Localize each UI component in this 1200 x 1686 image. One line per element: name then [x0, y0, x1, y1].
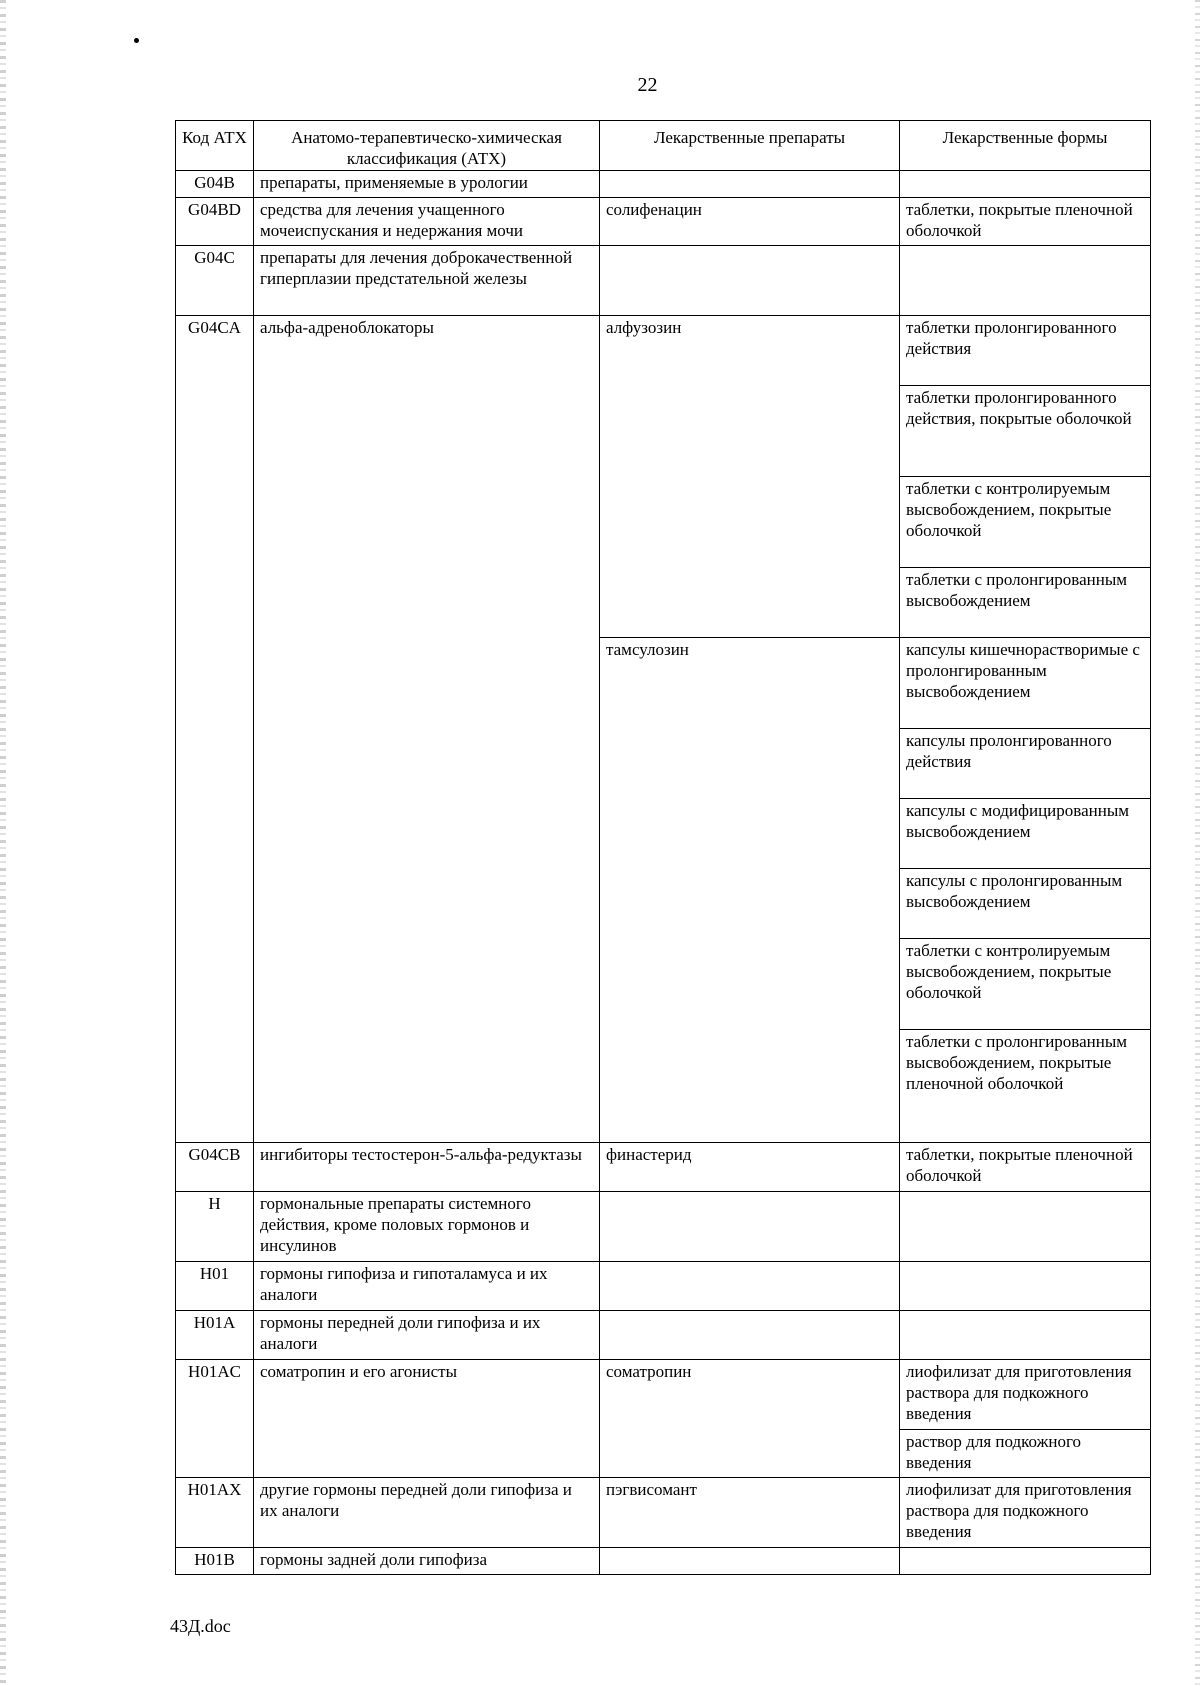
table-header-row — [176, 121, 1151, 171]
form-cell — [900, 1192, 1151, 1262]
atx-name: другие гормоны передней доли гипофиза и их аналоги — [254, 1478, 600, 1548]
drug-cell: соматропин — [600, 1360, 900, 1478]
atx-code: H01AC — [176, 1360, 254, 1478]
table-row — [176, 1360, 1151, 1430]
form-cell: таблетки с пролонгированным высвобождением, покрытые пленочной оболочкой — [900, 1030, 1151, 1143]
drug-cell: финастерид — [600, 1143, 900, 1192]
atx-code: G04CB — [176, 1143, 254, 1192]
table-row — [176, 1262, 1151, 1311]
table-row — [176, 246, 1151, 316]
table-row — [176, 1143, 1151, 1192]
atx-code: G04BD — [176, 198, 254, 246]
scan-edge-left — [0, 0, 6, 1686]
atx-code: G04CA — [176, 316, 254, 1143]
drug-cell: тамсулозин — [600, 638, 900, 1143]
table-row — [176, 198, 1151, 246]
drug-cell — [600, 1311, 900, 1360]
atx-code: H01B — [176, 1548, 254, 1575]
atx-name: гормоны гипофиза и гипоталамуса и их аналоги — [254, 1262, 600, 1311]
form-cell: таблетки с контролируемым высвобождением, покрытые оболочкой — [900, 939, 1151, 1030]
atx-name: препараты для лечения доброкачественной гиперплазии предстательной железы — [254, 246, 600, 316]
atx-name: ингибиторы тестостерон-5-альфа-редуктазы — [254, 1143, 600, 1192]
drug-cell: солифенацин — [600, 198, 900, 246]
header-forms: Лекарственные формы — [900, 121, 1151, 171]
drug-cell — [600, 1548, 900, 1575]
atx-code: H01A — [176, 1311, 254, 1360]
form-cell — [900, 1311, 1151, 1360]
form-cell: таблетки пролонгированного действия, покрытые оболочкой — [900, 386, 1151, 477]
form-cell: таблетки, покрытые пленочной оболочкой — [900, 1143, 1151, 1192]
form-cell: таблетки, покрытые пленочной оболочкой — [900, 198, 1151, 246]
form-cell — [900, 1262, 1151, 1311]
form-cell: капсулы кишечнорастворимые с пролонгированным высвобождением — [900, 638, 1151, 729]
form-cell: лиофилизат для приготовления раствора для подкожного введения — [900, 1478, 1151, 1548]
table-row — [176, 316, 1151, 386]
atx-name: альфа-адреноблокаторы — [254, 316, 600, 1143]
atx-code: G04B — [176, 171, 254, 198]
form-cell: таблетки с контролируемым высвобождением, покрытые оболочкой — [900, 477, 1151, 568]
page-number: 22 — [637, 74, 658, 96]
atx-code: H01AX — [176, 1478, 254, 1548]
table-row — [176, 1548, 1151, 1575]
form-cell: капсулы с пролонгированным высвобождением — [900, 869, 1151, 939]
drug-cell — [600, 1262, 900, 1311]
table-row — [176, 1311, 1151, 1360]
header-classification: Анатомо-терапевтическо-химическая классификация (АТХ) — [254, 121, 600, 171]
atx-name: гормональные препараты системного действия, кроме половых гормонов и инсулинов — [254, 1192, 600, 1262]
drug-cell — [600, 1192, 900, 1262]
form-cell: раствор для подкожного введения — [900, 1430, 1151, 1478]
header-drugs: Лекарственные препараты — [600, 121, 900, 171]
drug-cell: алфузозин — [600, 316, 900, 638]
atx-name: гормоны задней доли гипофиза — [254, 1548, 600, 1575]
table-row — [176, 1192, 1151, 1262]
atx-name: препараты, применяемые в урологии — [254, 171, 600, 198]
drug-cell: пэгвисомант — [600, 1478, 900, 1548]
scan-edge-right — [1195, 0, 1200, 1686]
table-row — [176, 171, 1151, 198]
form-cell: лиофилизат для приготовления раствора для подкожного введения — [900, 1360, 1151, 1430]
form-cell: капсулы с модифицированным высвобождением — [900, 799, 1151, 869]
form-cell — [900, 1548, 1151, 1575]
atx-code: H — [176, 1192, 254, 1262]
atx-name: соматропин и его агонисты — [254, 1360, 600, 1478]
atx-name: средства для лечения учащенного мочеиспускания и недержания мочи — [254, 198, 600, 246]
form-cell — [900, 246, 1151, 316]
drug-cell — [600, 171, 900, 198]
header-code: Код АТХ — [176, 121, 254, 171]
atx-table — [175, 120, 1151, 1575]
form-cell: капсулы пролонгированного действия — [900, 729, 1151, 799]
bullet-mark — [134, 38, 139, 43]
footer-filename: 43Д.doc — [170, 1616, 231, 1636]
atx-code: H01 — [176, 1262, 254, 1311]
form-cell: таблетки с пролонгированным высвобождением — [900, 568, 1151, 638]
drug-cell — [600, 246, 900, 316]
form-cell — [900, 171, 1151, 198]
table-row — [176, 1478, 1151, 1548]
atx-code: G04C — [176, 246, 254, 316]
form-cell: таблетки пролонгированного действия — [900, 316, 1151, 386]
atx-name: гормоны передней доли гипофиза и их аналоги — [254, 1311, 600, 1360]
